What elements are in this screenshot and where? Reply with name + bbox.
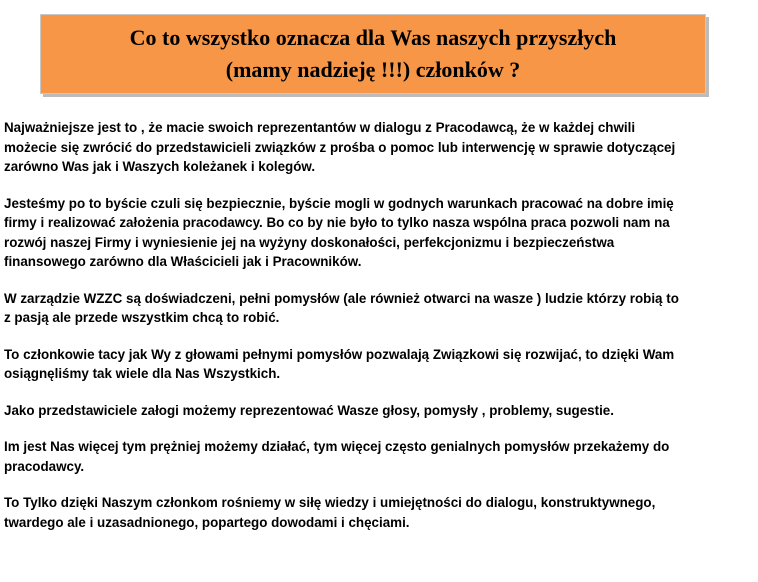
paragraph-line: firmy i realizować założenia pracodawcy. Bo co by nie było to tylko nasza wspólna praca pozwoli nam na bbox=[4, 215, 670, 230]
paragraph bbox=[4, 194, 754, 272]
paragraph-line: Jako przedstawiciele załogi możemy reprezentować Wasze głosy, pomysły , problemy, sugestie. bbox=[4, 402, 614, 418]
paragraph bbox=[4, 493, 754, 532]
paragraph-line: Najważniejsze jest to , że macie swoich reprezentantów w dialogu z Pracodawcą, że w każdej chwili bbox=[4, 120, 636, 135]
page-title bbox=[130, 22, 617, 86]
paragraph-line: zarówno Was jak i Waszych koleżanek i kolegów. bbox=[4, 159, 316, 174]
paragraph-line: Im jest Nas więcej tym prężniej możemy działać, tym więcej często genialnych pomysłów przekażemy do bbox=[4, 439, 670, 454]
title-box bbox=[40, 14, 706, 94]
paragraph-line: możecie się zwrócić do przedstawicieli związków z prośba o pomoc lub interwencję w sprawie dotyczącej bbox=[4, 139, 676, 155]
paragraph-line: osiągnęliśmy tak wiele dla Nas Wszystkich. bbox=[4, 366, 281, 381]
title-line-1: Co to wszystko oznacza dla Was naszych przyszłych bbox=[129, 25, 617, 50]
title-line-2: (mamy nadzieję !!!) członków ? bbox=[225, 57, 521, 82]
paragraph bbox=[4, 118, 754, 177]
paragraph bbox=[4, 437, 754, 476]
paragraph-line: To Tylko dzięki Naszym członkom rośniemy w siłę wiedzy i umiejętności do dialogu, konstruktywnego, bbox=[4, 495, 656, 510]
paragraph-line: twardego ale i uzasadnionego, popartego dowodami i chęciami. bbox=[4, 514, 410, 530]
paragraph-line: pracodawcy. bbox=[4, 458, 85, 474]
paragraph bbox=[4, 289, 754, 328]
paragraph-line: W zarządzie WZZC są doświadczeni, pełni pomysłów (ale również otwarci na wasze ) ludzie którzy robią to bbox=[4, 290, 679, 306]
paragraph-line: finansowego zarówno dla Właścicieli jak i Pracowników. bbox=[4, 254, 362, 269]
paragraph bbox=[4, 401, 754, 421]
paragraph bbox=[4, 345, 754, 384]
paragraph-line: To członkowie tacy jak Wy z głowami pełnymi pomysłów pozwalają Związkowi się rozwijać, to dzięki Wam bbox=[4, 346, 675, 362]
body-text bbox=[4, 118, 754, 549]
paragraph-line: z pasją ale przede wszystkim chcą to robić. bbox=[4, 310, 280, 325]
paragraph-line: rozwój naszej Firmy i wyniesienie jej na wyżyny doskonałości, perfekcjonizmu i bezpieczeństwa bbox=[4, 234, 615, 250]
paragraph-line: Jesteśmy po to byście czuli się bezpiecznie, byście mogli w godnych warunkach pracować na dobre imię bbox=[4, 195, 674, 211]
